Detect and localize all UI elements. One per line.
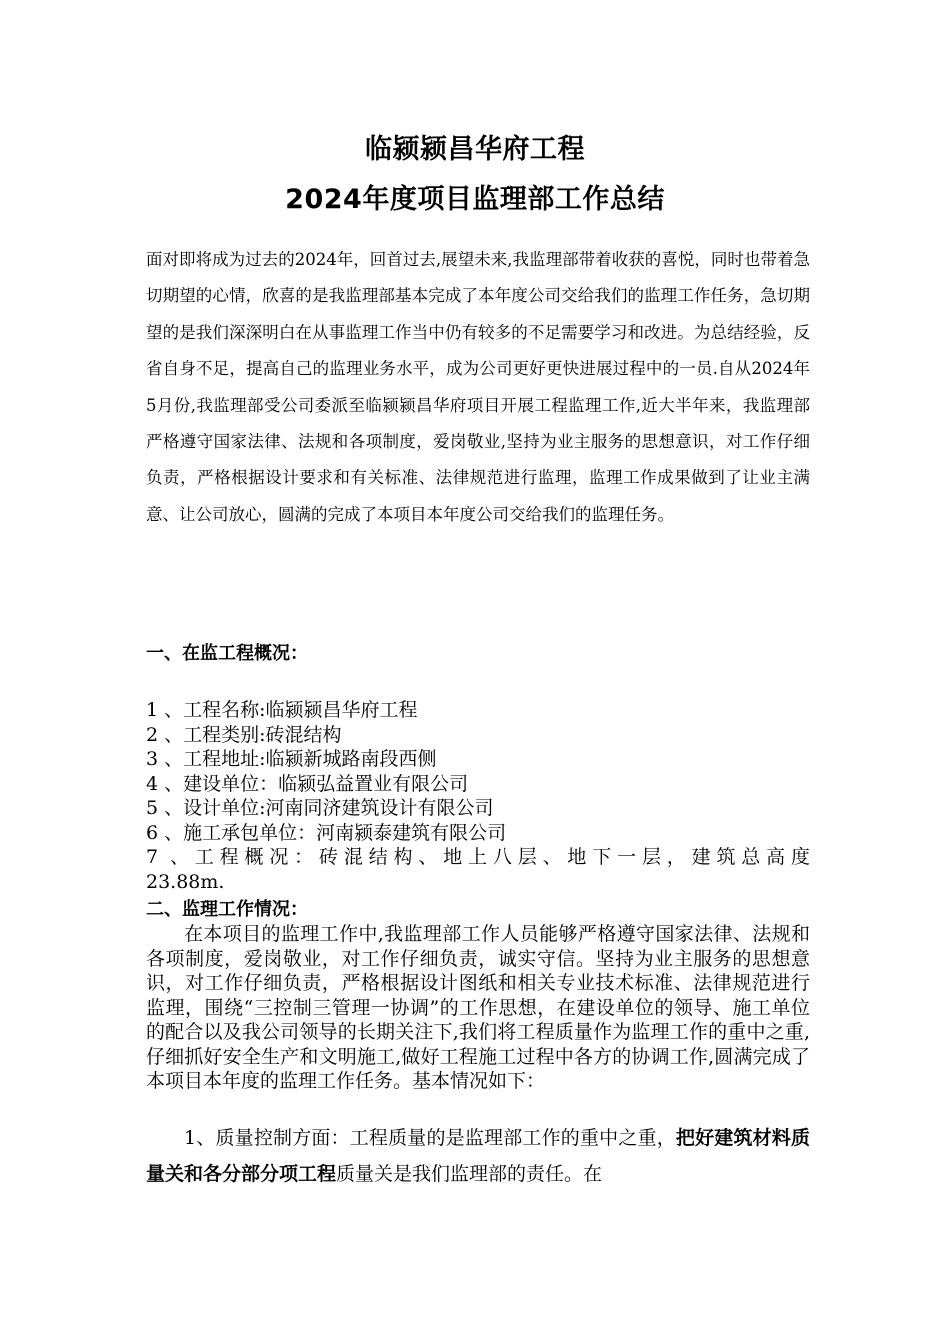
quality-text-bold: 把好建筑材料质量关和各分部分项工程 (146, 1127, 810, 1185)
document-title-line1: 临颍颍昌华府工程 (365, 134, 585, 165)
work-paragraph: 在本项目的监理工作中,我监理部工作人员能够严格遵守国家法律、法规和各项制度，爱岗敬业，对工作仔细负责，诚实守信。坚持为业主服务的思想意识，对工作仔细负责，严格根据设计图纸和相关专业技术标准、法律规范进行监理，围绕“三控制三管理一协调”的工作思想，在建设单位的领导、施工单位的配合以及我公司领导的长期关注下,我们将工程质量作为监理工作的重中之重,仔细抓好安全生产和文明施工,做好工程施工过程中各方的协调工作,圆满完成了本项目本年度的监理工作任务。基本情况如下： (146, 923, 810, 1092)
list-item: 4 、建设单位：临颍弘益置业有限公司 (146, 772, 469, 795)
list-item: 2 、工程类别:砖混结构 (146, 723, 342, 746)
quality-text-prefix: 1、质量控制方面：工程质量的是监理部工作的重中之重， (184, 1127, 676, 1149)
quality-text-suffix: 质量关是我们监理部的责任。在 (336, 1163, 603, 1185)
document-title-line2: 2024年度项目监理部工作总结 (285, 184, 665, 215)
list-item: 6 、施工承包单位：河南颍泰建筑有限公司 (146, 821, 507, 844)
project-overview-list (146, 698, 810, 894)
section-heading-overview: 一、在监工程概况： (146, 643, 308, 664)
list-item: 7 、工程概况：砖混结构、地上八层、地下一层，建筑总高度 (146, 846, 810, 868)
intro-paragraph: 面对即将成为过去的2024年，回首过去,展望未来,我监理部带着收获的喜悦，同时也带着急切期望的心情，欣喜的是我监理部基本完成了本年度公司交给我们的监理工作任务，急切期望的是我们深深明白在从事监理工作当中仍有较多的不足需要学习和改进。为总结经验，反省自身不足，提高自己的监理业务水平，成为公司更好更快进展过程中的一员.自从2024年5月份,我监理部受公司委派至临颍颍昌华府项目开展工程监理工作,近大半年来，我监理部严格遵守国家法律、法规和各项制度，爱岗敬业,坚持为业主服务的思想意识，对工作仔细负责，严格根据设计要求和有关标准、法律规范进行监理，监理工作成果做到了让业主满意、让公司放心，圆满的完成了本项目本年度公司交给我们的监理任务。 (146, 250, 810, 524)
list-item: 3 、工程地址:临颍新城路南段西侧 (146, 748, 437, 770)
section-heading-work: 二、监理工作情况： (146, 899, 308, 920)
list-item-continuation: 23.88m. (146, 870, 225, 893)
quality-control-paragraph (146, 1120, 810, 1192)
list-item: 5 、设计单位:河南同济建筑设计有限公司 (146, 797, 494, 819)
list-item: 1 、工程名称:临颍颍昌华府工程 (146, 699, 418, 721)
